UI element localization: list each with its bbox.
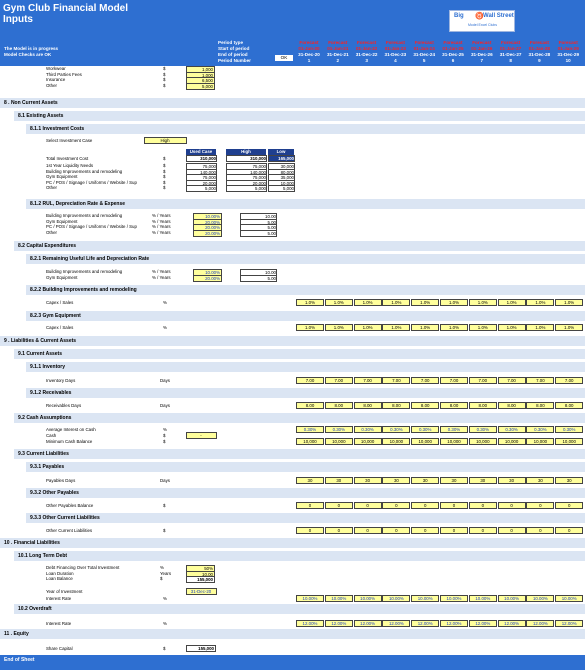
period-cell[interactable]: 0 [440,527,468,534]
period-cell[interactable]: 10.00% [382,595,410,602]
investment-used: 140,000 [186,169,217,176]
cost-label: Workwear [46,66,66,71]
unit: % / Years [152,274,171,280]
investment-high: 5,000 [226,185,267,192]
ltd-label: Debt Financing Over Total Investment [46,565,120,570]
period-end: 31-Dec-25 [442,52,464,57]
other-cl-label: Other Current Liabilities [46,528,93,533]
period-cell[interactable]: 1.0% [469,299,497,306]
cash-input[interactable]: - [186,432,217,439]
investment-row-label: 1st Year Liquidity Needs [46,163,94,168]
period-cell[interactable]: 8.00 [526,402,554,409]
period-cell[interactable]: 1.0% [382,299,410,306]
period-cell[interactable]: 1.0% [555,324,583,331]
period-end: 31-Dec-29 [557,52,580,57]
ltd-rate-label: Interest Rate [46,596,72,601]
unit: % [163,325,167,330]
period-cell[interactable]: 1.0% [354,299,382,306]
period-cell[interactable]: 30 [526,477,554,484]
period-cell[interactable]: 0.30% [555,426,583,433]
unit: $ [163,156,166,161]
useful-life-value: 10.00 [240,213,277,220]
period-cell[interactable]: 30 [498,477,526,484]
section-8-2-2[interactable]: 8.2.2 Building Improvements and remodeling [26,285,585,295]
period-cell[interactable]: 1.0% [411,324,439,331]
period-type: Forecast [299,40,319,45]
row-label-end: End of period [218,52,248,57]
period-cell[interactable]: 8.00 [411,402,439,409]
year-investment-label: Year of Investment [46,589,83,594]
period-cell[interactable]: 0 [354,502,382,509]
period-cell[interactable]: 7.00 [325,377,353,384]
period-cell[interactable]: 10.00% [296,595,324,602]
unit: $ [160,576,163,582]
period-cell[interactable]: 1.0% [411,299,439,306]
period-cell[interactable]: 30 [440,477,468,484]
period-cell[interactable]: 7.00 [354,377,382,384]
period-cell[interactable]: 0 [296,527,324,534]
unit: $ [163,77,166,83]
sheet-title: Inputs [3,14,33,25]
cost-label: Other [46,82,57,88]
unit: % [163,621,167,626]
period-cell[interactable]: 0 [382,502,410,509]
period-cell[interactable]: 30 [411,477,439,484]
investment-row-label: Gym Equipment [46,174,78,180]
period-cell[interactable]: 10,000 [555,438,583,445]
period-cell[interactable]: 1.0% [498,324,526,331]
model-checks: Model Checks are OK [4,52,52,57]
period-cell[interactable]: 1.0% [469,324,497,331]
period-cell[interactable]: 10,000 [296,438,324,445]
year-investment-input[interactable]: 31-Dec-20 [186,588,217,595]
section-9-3-1[interactable]: 9.3.1 Payables [26,462,585,472]
period-start: 01-Jan-28 [528,46,550,51]
unit: $ [163,82,166,88]
ltd-input[interactable]: 50% [186,565,215,572]
period-cell[interactable]: 7.00 [469,377,497,384]
period-cell[interactable]: 0.30% [440,426,468,433]
period-start: 01-Jan-20 [298,46,320,51]
bull-icon: ♉ [475,13,484,20]
section-8-2-1[interactable]: 8.2.1 Remaining Useful Life and Depreciation Rate [26,254,585,264]
period-cell[interactable]: 0 [382,527,410,534]
depreciation-rate-input[interactable]: 10.00% [193,269,222,276]
period-cell[interactable]: 0 [555,527,583,534]
useful-life-value: 5.00 [240,275,277,282]
total-used: 310,000 [186,155,217,162]
section-8-2-3[interactable]: 8.2.3 Gym Equipment [26,311,585,321]
period-number: 2 [336,58,340,63]
ltd-label: Loan Duration [46,570,74,576]
section-9-3-2[interactable]: 9.3.2 Other Payables [26,488,585,498]
interest-cash-label: Average Interest on Cash [46,427,96,432]
period-cell[interactable]: 10,000 [498,438,526,445]
ltd-input[interactable]: 155,000 [186,576,215,583]
header-band [0,0,585,66]
period-cell[interactable]: 0 [325,502,353,509]
period-number: 5 [422,58,426,63]
period-cell[interactable]: 30 [296,477,324,484]
section-8-1-1[interactable]: 8.1.1 Investment Costs [26,124,585,134]
period-cell[interactable]: 0.30% [325,426,353,433]
period-cell[interactable]: 12.00% [469,620,497,627]
period-cell[interactable]: 1.0% [440,299,468,306]
model-status: The Model is in progress [4,46,59,51]
end-of-sheet: End of Sheet [0,655,585,670]
period-cell[interactable]: 8.00 [440,402,468,409]
section-9[interactable]: 9 . Liabilities & Current Assets [0,336,585,346]
period-end: 31-Dec-21 [326,52,349,57]
section-10-2[interactable]: 10.2 Overdraft [14,604,585,614]
period-cell[interactable]: 1.0% [555,299,583,306]
section-11[interactable]: 11 . Equity [0,629,585,639]
investment-row-label: PC / POS / Signage / Uniforms / Website / Sup [46,179,137,185]
period-number: 8 [509,58,512,63]
period-cell[interactable]: 0 [498,502,526,509]
period-start: 01-Jan-22 [355,46,378,51]
unit: $ [163,179,166,185]
section-9-1-2[interactable]: 9.1.2 Receivables [26,388,585,398]
cost-input[interactable]: 6,500 [186,77,215,84]
unit: Days [160,478,171,483]
period-cell[interactable]: 1.0% [325,299,353,306]
investment-low: 30,000 [268,163,295,170]
period-cell[interactable]: 0 [469,502,497,509]
overdraft-rate-label: Interest Rate [46,621,72,626]
period-type: Forecast [472,40,492,45]
period-cell[interactable]: 0.30% [354,426,382,433]
section-8-1-2[interactable]: 8.1.2 RUL, Depreciation Rate & Expense [26,199,585,209]
period-cell[interactable]: 0 [526,502,554,509]
share-capital-label: Share Capital [46,646,73,651]
period-cell[interactable]: 0 [296,502,324,509]
period-cell[interactable]: 8.00 [498,402,526,409]
period-number: 6 [451,58,455,63]
logo-text-1: Big [454,13,464,19]
period-end: 31-Dec-27 [499,52,522,57]
investment-row-label: Building Improvements and remodeling [46,168,123,174]
useful-life-value: 5.00 [240,224,277,231]
unit: % [163,427,167,432]
rul-label: Gym Equipment [46,218,78,224]
period-cell[interactable]: 10.00% [354,595,382,602]
period-type: Forecast [501,40,521,45]
period-cell[interactable]: 12.00% [555,620,583,627]
cost-input[interactable]: 1,000 [186,72,215,79]
rul-label: Other [46,229,57,235]
cost-label: Insurance [46,77,66,83]
period-cell[interactable]: 10,000 [411,438,439,445]
unit: $ [163,528,166,533]
col-head-high: High [226,149,266,155]
col-head-used: Used Case [186,149,216,155]
investment-high: 140,000 [226,169,267,176]
period-cell[interactable]: 10.00% [411,595,439,602]
checks-ok-badge: OK [275,55,293,61]
period-type: Forecast [443,40,463,45]
period-cell[interactable]: 0 [411,502,439,509]
period-cell[interactable]: 0.30% [296,426,324,433]
unit: % [163,596,167,601]
period-end: 31-Dec-22 [355,52,378,57]
period-cell[interactable]: 10.00% [526,595,554,602]
period-start: 01-Jan-26 [471,46,493,51]
period-start: 01-Jan-29 [557,46,579,51]
payables-days-label: Payables Days [46,478,76,483]
period-cell[interactable]: 30 [382,477,410,484]
period-cell[interactable]: 10.00% [440,595,468,602]
unit: $ [163,174,166,180]
period-cell[interactable]: 30 [555,477,583,484]
investment-used: 75,000 [186,163,217,170]
unit: $ [163,503,166,508]
investment-low: 35,000 [268,174,295,181]
period-cell[interactable]: 7.00 [411,377,439,384]
period-cell[interactable]: 1.0% [498,299,526,306]
depreciation-rate-input[interactable]: 20.00% [193,219,222,226]
unit: Years [160,570,172,576]
share-capital-input[interactable]: 155,000 [186,645,216,652]
useful-life-value: 10.00 [240,269,277,276]
period-cell[interactable]: 0.30% [382,426,410,433]
period-cell[interactable]: 12.00% [411,620,439,627]
min-cash-label: Minimum Cash Balance [46,439,93,444]
period-cell[interactable]: 30 [354,477,382,484]
inventory-days-label: Inventory Days [46,378,76,383]
period-cell[interactable]: 8.00 [555,402,583,409]
section-9-1[interactable]: 9.1 Current Assets [14,349,585,359]
period-cell[interactable]: 0 [411,527,439,534]
period-cell[interactable]: 0 [325,527,353,534]
unit: % [160,565,164,570]
depreciation-rate-input[interactable]: 20.00% [193,230,222,237]
period-cell[interactable]: 1.0% [354,324,382,331]
investment-case-select[interactable]: High [144,137,187,144]
period-end: 31-Dec-26 [470,52,493,57]
rul-label: PC / POS / Signage / Uniforms / Website / Sup [46,224,137,230]
period-cell[interactable]: 8.00 [354,402,382,409]
period-cell[interactable]: 1.0% [296,299,324,306]
rul-label: Gym Equipment [46,274,78,280]
row-label-period-type: Period type [218,40,244,45]
investment-low: 10,000 [268,180,295,187]
period-cell[interactable]: 7.00 [440,377,468,384]
period-cell[interactable]: 8.00 [469,402,497,409]
cost-input[interactable]: 5,000 [186,83,215,90]
company-logo [449,10,515,32]
investment-used: 75,000 [186,174,217,181]
logo-text-2: Wall Street [483,13,514,19]
period-number: 3 [365,58,368,63]
unit: $ [163,71,166,77]
period-cell[interactable]: 30 [469,477,497,484]
unit: $ [163,439,166,444]
section-9-2[interactable]: 9.2 Cash Assumptions [14,413,585,423]
period-cell[interactable]: 8.00 [325,402,353,409]
period-cell[interactable]: 1.0% [526,324,554,331]
period-cell[interactable]: 12.00% [440,620,468,627]
period-cell[interactable]: 1.0% [382,324,410,331]
unit: Days [160,403,171,408]
ltd-input[interactable]: 10.00 [186,571,215,578]
useful-life-value: 5.00 [240,230,277,237]
period-cell[interactable]: 1.0% [440,324,468,331]
rul-label: Building Improvements and remodeling [46,269,123,274]
unit: $ [163,168,166,174]
period-cell[interactable]: 10.00% [555,595,583,602]
other-payables-label: Other Payables Balance [46,503,94,508]
period-cell[interactable]: 0.30% [411,426,439,433]
period-cell[interactable]: 0.30% [526,426,554,433]
period-start: 01-Jan-25 [442,46,464,51]
unit: % / Years [152,213,171,218]
period-end: 31-Dec-28 [528,52,551,57]
unit: % / Years [152,224,171,230]
investment-used: 20,000 [186,180,217,187]
total-investment-label: Total Investment Cost [46,156,89,161]
unit: % [163,300,167,305]
period-cell[interactable]: 7.00 [555,377,583,384]
unit: % / Years [152,218,171,224]
ltd-label: Loan Balance [46,576,73,582]
period-cell[interactable]: 0 [498,527,526,534]
cash-label: Cash [46,433,57,438]
row-label-number: Period Number [218,58,251,63]
total-low: 165,000 [268,155,295,162]
period-end: 31-Dec-20 [298,52,320,57]
period-cell[interactable]: 10.00% [498,595,526,602]
period-cell[interactable]: 0.30% [498,426,526,433]
period-start: 01-Jan-21 [327,46,349,51]
rul-label: Building Improvements and remodeling [46,213,123,218]
period-type: Forecast [529,40,549,45]
period-cell[interactable]: 10,000 [354,438,382,445]
unit: % / Years [152,269,171,274]
section-9-1-1[interactable]: 9.1.1 Inventory [26,362,585,372]
period-number: 1 [307,58,311,63]
period-type: Forecast [328,40,348,45]
period-cell[interactable]: 1.0% [526,299,554,306]
period-cell[interactable]: 7.00 [382,377,410,384]
period-start: 01-Jan-23 [384,46,406,51]
investment-case-label: Select Investment Case [46,138,93,143]
cost-label: Third Parties Fees [46,71,82,77]
period-start: 01-Jan-27 [499,46,522,51]
period-cell[interactable]: 30 [325,477,353,484]
period-cell[interactable]: 7.00 [526,377,554,384]
period-cell[interactable]: 10,000 [526,438,554,445]
period-number: 4 [394,58,397,63]
section-8[interactable]: 8 . Non Current Assets [0,98,585,108]
period-cell[interactable]: 12.00% [296,620,324,627]
logo-subtext: Model Excel Clubs [468,23,497,27]
section-8-1[interactable]: 8.1 Existing Assets [14,111,585,121]
unit: % / Years [152,229,171,235]
section-10-1[interactable]: 10.1 Long Term Debt [14,551,585,561]
period-cell[interactable]: 0 [526,527,554,534]
period-cell[interactable]: 7.00 [498,377,526,384]
investment-high: 75,000 [226,163,267,170]
capex-sales-label-1: Capex / Sales [46,300,74,305]
period-cell[interactable]: 0 [469,527,497,534]
investment-high: 75,000 [226,174,267,181]
row-label-start: Start of period [218,46,250,51]
period-cell[interactable]: 12.00% [382,620,410,627]
investment-row-label: Other [46,185,57,191]
depreciation-rate-input[interactable]: 10.00% [193,213,222,220]
cost-input[interactable]: 1,000 [186,66,215,73]
period-cell[interactable]: 12.00% [354,620,382,627]
period-number: 7 [480,58,484,63]
useful-life-value: 5.00 [240,219,277,226]
model-title: Gym Club Financial Model [3,3,129,14]
period-cell[interactable]: 10.00% [469,595,497,602]
period-cell[interactable]: 10,000 [382,438,410,445]
period-type: Forecast [558,40,578,45]
period-type: Forecast [414,40,434,45]
period-cell[interactable]: 10,000 [325,438,353,445]
period-cell[interactable]: 10,000 [469,438,497,445]
period-cell[interactable]: 7.00 [296,377,324,384]
period-type: Forecast [357,40,377,45]
investment-high: 20,000 [226,180,267,187]
period-cell[interactable]: 8.00 [296,402,324,409]
unit: $ [163,163,166,168]
capex-sales-label-2: Capex / Sales [46,325,74,330]
period-end: 31-Dec-24 [413,52,436,57]
investment-used: 5,000 [186,185,217,192]
period-cell[interactable]: 1.0% [296,324,324,331]
unit: $ [163,66,166,71]
depreciation-rate-input[interactable]: 20.00% [193,224,222,231]
section-8-2[interactable]: 8.2 Capital Expenditures [14,241,585,251]
receivables-days-label: Receivables Days [46,403,82,408]
unit: $ [163,646,166,651]
period-end: 31-Dec-23 [384,52,407,57]
period-start: 01-Jan-24 [413,46,435,51]
period-cell[interactable]: 10.00% [325,595,353,602]
col-head-low: Low [268,149,294,155]
unit: Days [160,378,171,383]
period-cell[interactable]: 0 [440,502,468,509]
period-cell[interactable]: 12.00% [325,620,353,627]
investment-low: 5,000 [268,185,295,192]
section-10[interactable]: 10 . Financial Liabilities [0,538,585,548]
period-type: Forecast [385,40,405,45]
section-9-3-3[interactable]: 9.3.3 Other Current Liabilities [26,513,585,523]
period-cell[interactable]: 12.00% [526,620,554,627]
total-high: 310,000 [226,155,267,162]
period-cell[interactable]: 0 [354,527,382,534]
period-cell[interactable]: 1.0% [325,324,353,331]
period-cell[interactable]: 12.00% [498,620,526,627]
section-9-3[interactable]: 9.3 Current Liabilities [14,449,585,459]
investment-low: 80,000 [268,169,295,176]
period-number: 10 [565,58,571,63]
period-cell[interactable]: 8.00 [382,402,410,409]
unit: $ [163,433,166,438]
depreciation-rate-input[interactable]: 20.00% [193,275,222,282]
period-number: 9 [538,58,541,63]
period-cell[interactable]: 0 [555,502,583,509]
period-cell[interactable]: 0.30% [469,426,497,433]
period-cell[interactable]: 10,000 [440,438,468,445]
unit: $ [163,185,166,191]
